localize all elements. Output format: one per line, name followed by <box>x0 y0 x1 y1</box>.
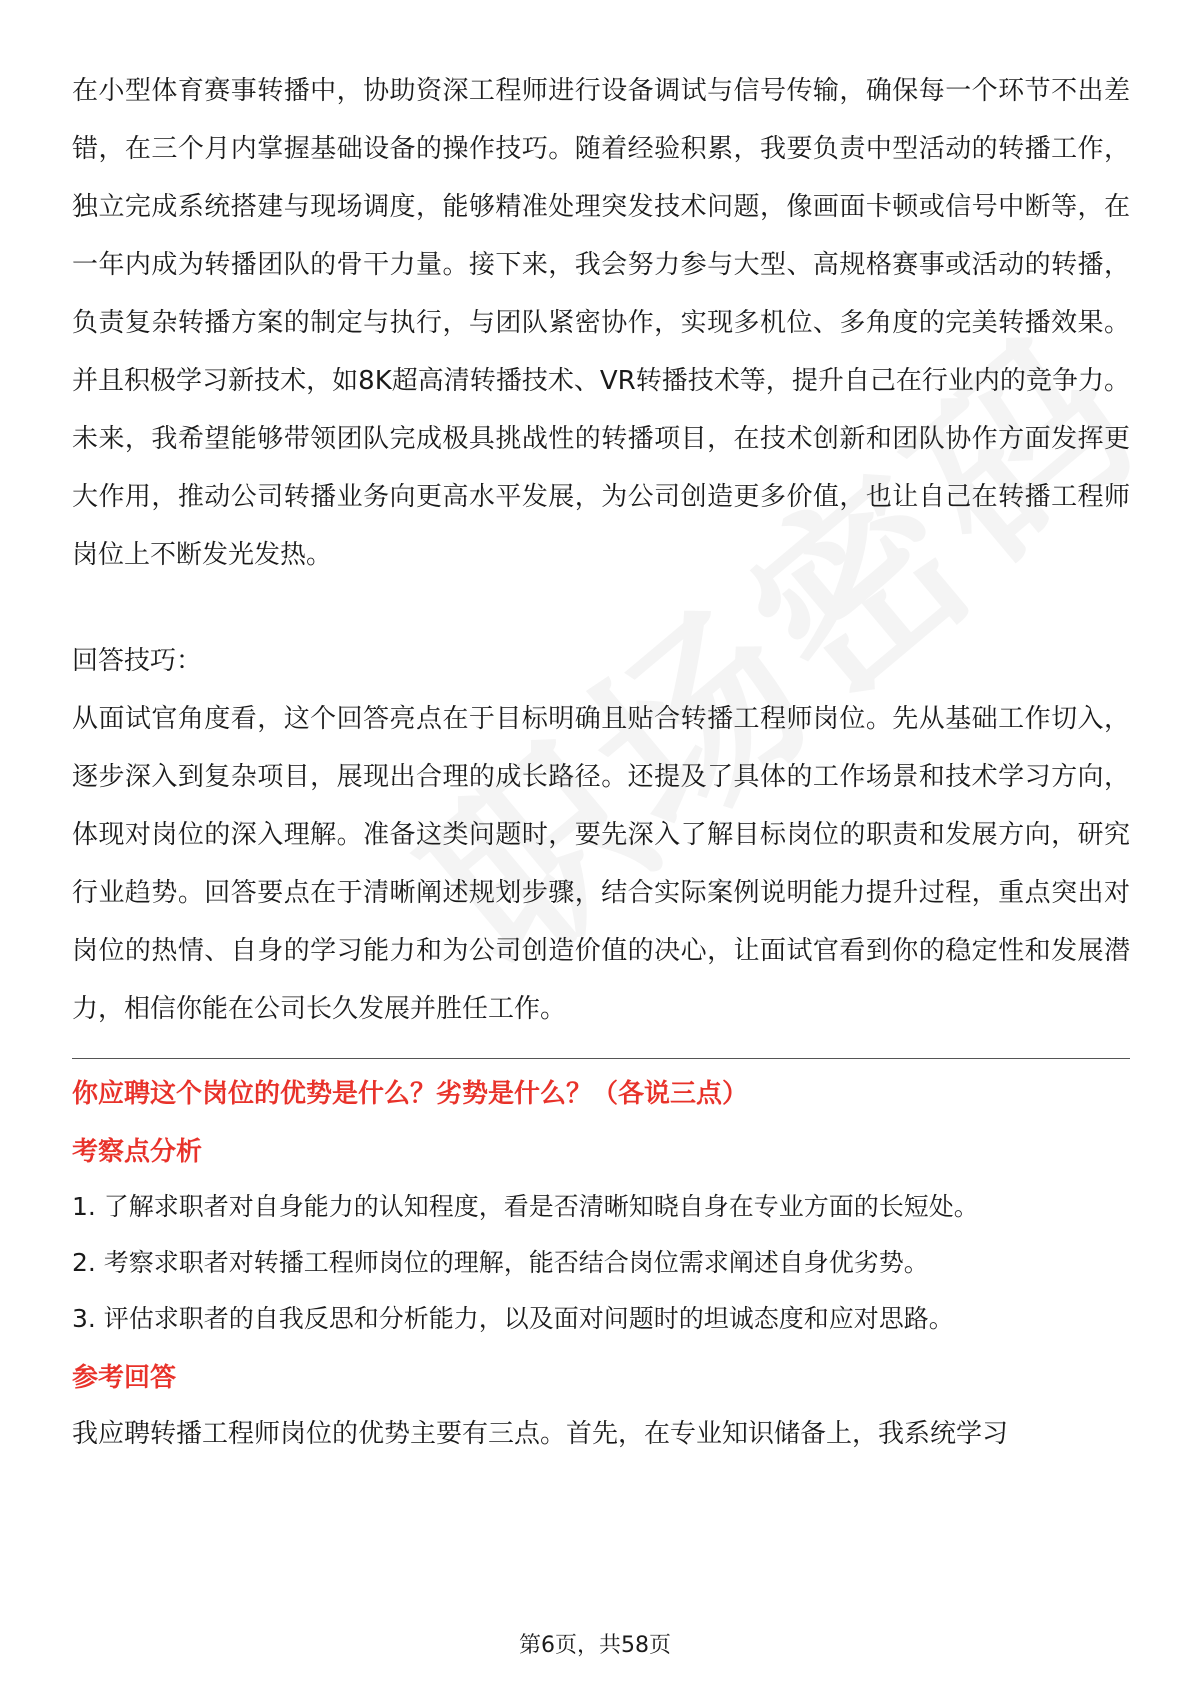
list-item: 3. 评估求职者的自我反思和分析能力，以及面对问题时的坦诚态度和应对思路。 <box>72 1304 954 1333</box>
analysis-heading: 考察点分析 <box>72 1137 203 1167</box>
analysis-list <box>72 1179 1130 1347</box>
question-title: 你应聘这个岗位的优势是什么？劣势是什么？（各说三点） <box>72 1079 749 1109</box>
list-item: 1. 了解求职者对自身能力的认知程度，看是否清晰知晓自身在专业方面的长短处。 <box>72 1192 979 1221</box>
paragraph-gap <box>72 584 1130 632</box>
page-footer: 第6页，共58页 <box>519 1633 671 1658</box>
tips-paragraph: 从面试官角度看，这个回答亮点在于目标明确且贴合转播工程师岗位。先从基础工作切入，逐步深入到复杂项目，展现出合理的成长路径。还提及了具体的工作场景和技术学习方向，体现对岗位的深入理解。准备这类问题时，要先深入了解目标岗位的职责和发展方向，研究行业趋势。回答要点在于清晰阐述规划步骤，结合实际案例说明能力提升过程，重点突出对岗位的热情、自身的学习能力和为公司创造价值的决心，让面试官看到你的稳定性和发展潜力，相信你能在公司长久发展并胜任工作。 <box>72 704 1130 1024</box>
answer-continuation-paragraph: 在小型体育赛事转播中，协助资深工程师进行设备调试与信号传输，确保每一个环节不出差错，在三个月内掌握基础设备的操作技巧。随着经验积累，我要负责中型活动的转播工作，独立完成系统搭建与现场调度，能够精准处理突发技术问题，像画面卡顿或信号中断等，在一年内成为转播团队的骨干力量。接下来，我会努力参与大型、高规格赛事或活动的转播，负责复杂转播方案的制定与执行，与团队紧密协作，实现多机位、多角度的完美转播效果。并且积极学习新技术，如8K超高清转播技术、VR转播技术等，提升自己在行业内的竞争力。未来，我希望能够带领团队完成极具挑战性的转播项目，在技术创新和团队协作方面发挥更大作用，推动公司转播业务向更高水平发展，为公司创造更多价值，也让自己在转播工程师岗位上不断发光发热。 <box>72 76 1130 570</box>
section-divider <box>72 1058 1130 1059</box>
document-content <box>72 62 1130 1463</box>
tips-label: 回答技巧： <box>72 646 203 676</box>
reference-heading: 参考回答 <box>72 1363 177 1393</box>
list-item: 2. 考察求职者对转播工程师岗位的理解，能否结合岗位需求阐述自身优劣势。 <box>72 1248 929 1277</box>
reference-paragraph: 我应聘转播工程师岗位的优势主要有三点。首先，在专业知识储备上，我系统学习 <box>72 1419 1009 1449</box>
